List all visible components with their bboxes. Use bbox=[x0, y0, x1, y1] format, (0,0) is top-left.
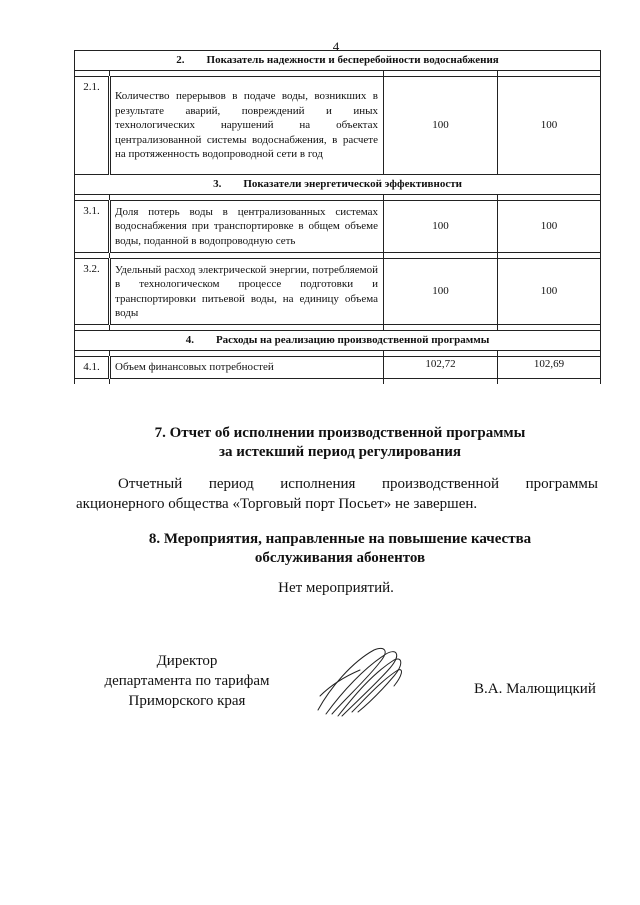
table-row bbox=[75, 259, 601, 325]
section-title: Показатели энергетической эффективности bbox=[243, 178, 462, 191]
paragraph-word: программы bbox=[525, 476, 598, 492]
paragraph-word: исполнения bbox=[280, 476, 356, 492]
row-value-plan: 102,72 bbox=[384, 357, 498, 379]
paragraph-line2: акционерного общества «Торговый порт Посьет» не завершен. bbox=[76, 496, 478, 512]
page-number: 4 bbox=[332, 39, 340, 54]
row-value-plan: 100 bbox=[384, 201, 498, 253]
section8-text: Нет мероприятий. bbox=[278, 580, 394, 596]
signatory-title bbox=[72, 651, 302, 711]
row-value-fact: 102,69 bbox=[498, 357, 601, 379]
section7-heading bbox=[60, 424, 620, 462]
handwritten-signature bbox=[312, 640, 408, 720]
paragraph-word: Отчетный bbox=[118, 476, 183, 492]
section-header-2 bbox=[75, 51, 601, 71]
section-title: Показатель надежности и бесперебойности водоснабжения bbox=[206, 54, 499, 67]
section8-heading-line1: 8. Мероприятия, направленные на повышение качества bbox=[148, 531, 532, 547]
table-row bbox=[75, 357, 601, 379]
row-description: Доля потерь воды в централизованных системах водоснабжения при транспортировке в общем объеме воды, поданной в водопроводную сеть bbox=[110, 201, 384, 253]
row-value-fact: 100 bbox=[498, 77, 601, 175]
table-row bbox=[75, 201, 601, 253]
row-value-fact: 100 bbox=[498, 259, 601, 325]
section7-heading-line2: за истекший период регулирования bbox=[218, 444, 462, 460]
paragraph-word: производственной bbox=[381, 476, 500, 492]
row-value-plan: 100 bbox=[384, 259, 498, 325]
indicators-table bbox=[74, 50, 601, 384]
section-number: 4. bbox=[185, 334, 194, 347]
row-number: 4.1. bbox=[75, 357, 110, 379]
section7-paragraph bbox=[76, 474, 598, 514]
row-value-fact: 100 bbox=[498, 201, 601, 253]
row-description: Удельный расход электрической энергии, потребляемой в технологическом процессе подготовки и транспортировки питьевой воды, на единицу объема воды bbox=[110, 259, 384, 325]
section8-heading bbox=[60, 530, 620, 568]
signatory-title-line1: Директор bbox=[156, 653, 218, 669]
row-description: Количество перерывов в подаче воды, возникших в результате аварий, повреждений и иных технологических нарушений на объектах централизованной системы водоснабжения, в расчете на протяженность водопроводной сети в год bbox=[110, 77, 384, 175]
section-number: 3. bbox=[213, 178, 222, 191]
row-description: Объем финансовых потребностей bbox=[110, 357, 384, 379]
paragraph-word: период bbox=[208, 476, 254, 492]
section-header-4 bbox=[75, 331, 601, 351]
section-header-3 bbox=[75, 175, 601, 195]
section-title: Расходы на реализацию производственной программы bbox=[215, 334, 490, 347]
section7-heading-line1: 7. Отчет об исполнении производственной программы bbox=[154, 425, 526, 441]
section-number: 2. bbox=[176, 54, 185, 67]
row-number: 3.1. bbox=[75, 201, 110, 253]
table-row bbox=[75, 77, 601, 175]
signatory-title-line2: департамента по тарифам bbox=[104, 673, 270, 689]
row-number: 3.2. bbox=[75, 259, 110, 325]
row-value-plan: 100 bbox=[384, 77, 498, 175]
signatory-title-line3: Приморского края bbox=[128, 693, 246, 709]
row-number: 2.1. bbox=[75, 77, 110, 175]
signatory-name: В.А. Малющицкий bbox=[474, 681, 596, 697]
section8-heading-line2: обслуживания абонентов bbox=[254, 550, 426, 566]
